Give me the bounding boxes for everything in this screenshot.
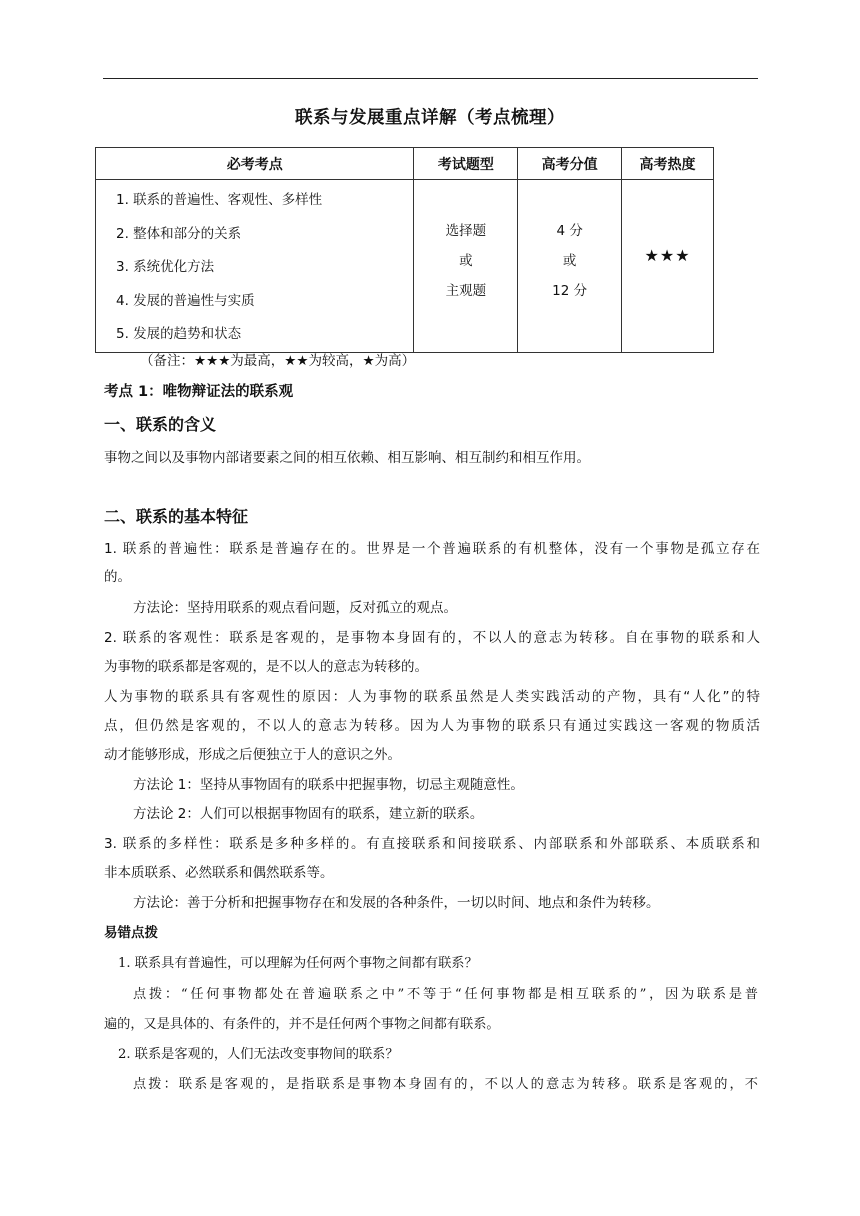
points-cell [96, 180, 414, 353]
paragraph-line: 动才能够形成，形成之后便独立于人的意识之外。 [104, 747, 401, 763]
page-title: 联系与发展重点详解（考点梳理） [295, 108, 565, 128]
points-list [96, 184, 413, 352]
heat-stars: ★★★ [644, 246, 691, 265]
score-line: 或 [562, 253, 577, 269]
list-item: 2. 整体和部分的关系 [116, 225, 242, 242]
header-rule [103, 78, 758, 79]
list-item: 1. 联系的普遍性、客观性、多样性 [116, 192, 323, 208]
errors-heading: 易错点拨 [104, 925, 158, 941]
question-type-cell [414, 180, 518, 353]
kaodian-heading: 考点 1：唯物辩证法的联系观 [104, 384, 294, 400]
heat-cell [622, 180, 714, 353]
paragraph: 事物之间以及事物内部诸要素之间的相互依赖、相互影响、相互制约和相互作用。 [104, 450, 590, 466]
paragraph-line: 人为事物的联系具有客观性的原因：人为事物的联系虽然是人类实践活动的产物，具有“人化”的特 [104, 689, 760, 705]
answer-line: 点拨：“任何事物都处在普遍联系之中”不等于“任何事物都是相互联系的”，因为联系是普 [133, 987, 758, 1002]
methodology-line: 方法论：善于分析和把握事物存在和发展的各种条件，一切以时间、地点和条件为转移。 [133, 895, 660, 911]
header-question-type: 考试题型 [414, 148, 518, 180]
list-item: 5. 发展的趋势和状态 [116, 326, 242, 343]
question-line: 1. 联系具有普遍性，可以理解为任何两个事物之间都有联系？ [118, 956, 478, 971]
methodology-line: 方法论：坚持用联系的观点看问题，反对孤立的观点。 [133, 600, 457, 616]
header-heat: 高考热度 [622, 148, 714, 180]
list-item: 4. 发展的普遍性与实质 [116, 292, 255, 309]
paragraph-line: 点，但仍然是客观的，不以人的意志为转移。因为人为事物的联系只有通过实践这一客观的物质活 [104, 718, 760, 734]
answer-line: 遍的，又是具体的、有条件的，并不是任何两个事物之间都有联系。 [104, 1017, 500, 1032]
score-cell [518, 180, 622, 353]
section-heading: 一、联系的含义 [104, 415, 217, 434]
list-item: 3. 系统优化方法 [116, 259, 215, 276]
section-heading: 二、联系的基本特征 [104, 507, 249, 526]
paragraph-line: 非本质联系、必然联系和偶然联系等。 [104, 865, 334, 881]
score-line: 12 分 [552, 283, 588, 299]
score-line: 4 分 [556, 223, 583, 239]
paragraph-line: 为事物的联系都是客观的，是不以人的意志为转移的。 [104, 659, 428, 675]
question-type-line: 选择题 [445, 223, 487, 239]
header-score: 高考分值 [518, 148, 622, 180]
paragraph-line: 1. 联系的普遍性：联系是普遍存在的。世界是一个普遍联系的有机整体，没有一个事物是孤立存在 [104, 541, 760, 557]
answer-line: 点拨：联系是客观的，是指联系是事物本身固有的，不以人的意志为转移。联系是客观的，不 [133, 1077, 758, 1092]
question-type-line: 主观题 [445, 283, 487, 299]
table-row [96, 180, 714, 353]
paragraph-line: 3. 联系的多样性：联系是多种多样的。有直接联系和间接联系、内部联系和外部联系、本质联系和 [104, 836, 760, 852]
paragraph-line: 2. 联系的客观性：联系是客观的，是事物本身固有的，不以人的意志为转移。自在事物的联系和人 [104, 630, 760, 646]
question-type-line: 或 [459, 253, 473, 269]
methodology-line: 方法论 2：人们可以根据事物固有的联系，建立新的联系。 [133, 806, 484, 822]
header-required-points: 必考考点 [96, 148, 414, 180]
table-header-row [96, 148, 714, 180]
methodology-line: 方法论 1：坚持从事物固有的联系中把握事物，切忌主观随意性。 [133, 777, 524, 793]
question-line: 2. 联系是客观的，人们无法改变事物间的联系？ [118, 1047, 399, 1062]
paragraph-line: 的。 [104, 569, 131, 585]
exam-points-table [95, 147, 714, 353]
table-note: （备注：★★★为最高，★★为较高，★为高） [140, 353, 416, 369]
